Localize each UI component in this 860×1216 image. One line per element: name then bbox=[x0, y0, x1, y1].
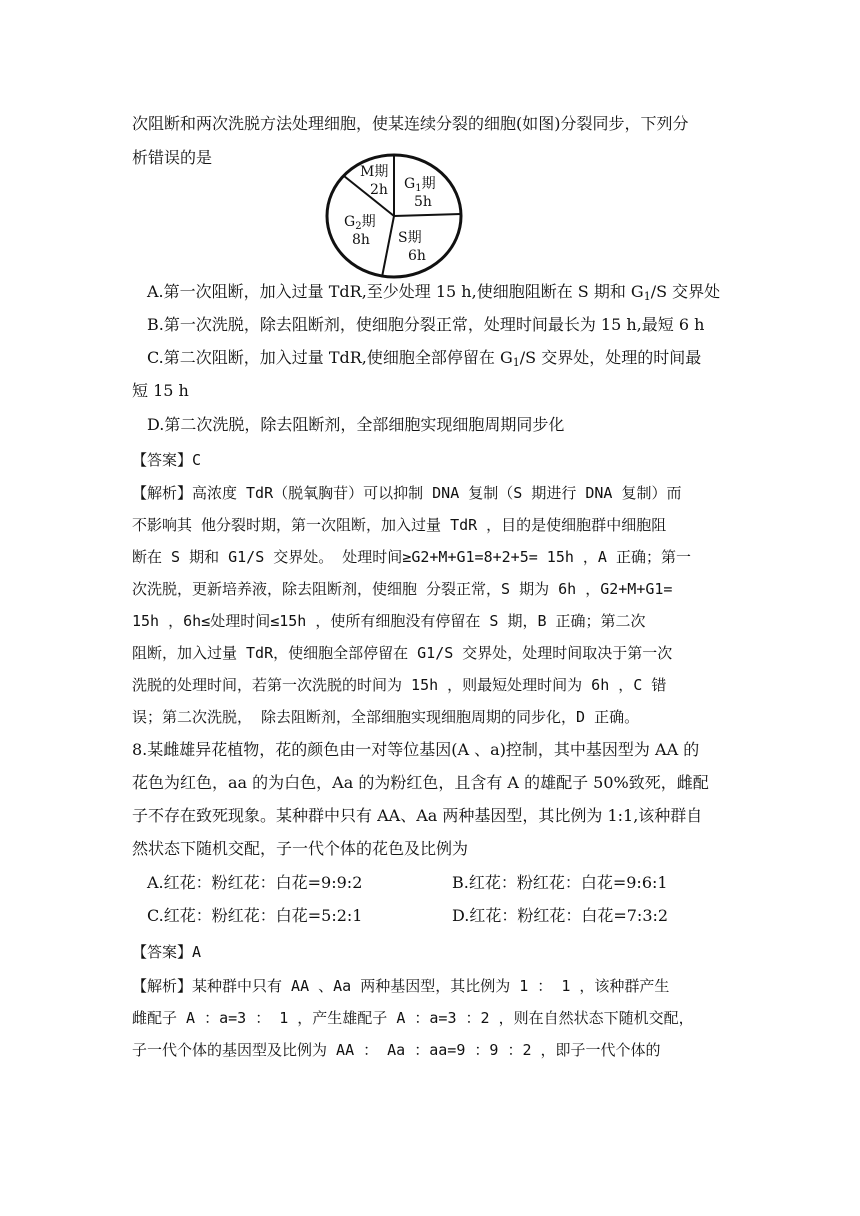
q7-stem-line-1: 次阻断和两次洗脱方法处理细胞，使某连续分裂的细胞(如图)分裂同步，下列分 bbox=[132, 114, 689, 133]
q8-answer: 【答案】A bbox=[132, 943, 202, 961]
cell-cycle-pie-chart bbox=[324, 152, 464, 280]
pie-label-m-time: 2h bbox=[370, 182, 388, 198]
pie-label-s-time: 6h bbox=[408, 248, 426, 264]
pie-label-g2-name: $G_2$期 bbox=[344, 214, 376, 232]
pie-label-g1-time: 5h bbox=[414, 194, 432, 210]
q7-option-c: C.第二次阻断，加入过量 TdR,使细胞全部停留在 $G_1/S$ 交界处，处理的时间最 bbox=[147, 348, 702, 369]
q8-option-b: B.红花：粉红花：白花=9:6:1 bbox=[452, 873, 668, 892]
q7-stem-line-2: 析错误的是 bbox=[132, 148, 213, 167]
q7-answer: 【答案】C bbox=[132, 451, 202, 469]
q7-option-a: A.第一次阻断，加入过量 TdR,至少处理 15 h,使细胞阻断在 S 期和 $G_1/S$ 交界处 bbox=[147, 282, 721, 303]
q7-option-c-line-2: 短 15 h bbox=[132, 381, 189, 400]
q7-analysis-line-4: 次洗脱，更新培养液，除去阻断剂，使细胞 分裂正常，S 期为 6h ，G2+M+G1= bbox=[132, 580, 673, 598]
q7-analysis-line-5: 15h ，6h≤处理时间≤15h ，使所有细胞没有停留在 S 期，B 正确；第二次 bbox=[132, 612, 646, 630]
q7-analysis-line-6: 阻断，加入过量 TdR，使细胞全部停留在 G1/S 交界处，处理时间取决于第一次 bbox=[132, 644, 673, 662]
pie-label-s-name: S期 bbox=[398, 230, 422, 246]
cell-cycle-pie-svg bbox=[324, 152, 464, 280]
pie-label-m-name: M期 bbox=[360, 164, 389, 180]
pie-label-g1-name: $G_1$期 bbox=[404, 176, 436, 194]
q7-analysis-line-3: 断在 S 期和 G1/S 交界处。 处理时间≥G2+M+G1=8+2+5= 15h ，A 正确；第一 bbox=[132, 548, 691, 566]
q8-stem-line-4: 然状态下随机交配，子一代个体的花色及比例为 bbox=[132, 839, 469, 858]
q8-option-c: C.红花：粉红花：白花=5:2:1 bbox=[147, 906, 363, 925]
q8-stem-line-3: 子不存在致死现象。某种群中只有 AA、Aa 两种基因型，其比例为 1:1,该种群自 bbox=[132, 806, 703, 825]
q8-stem-line-1: 8.某雌雄异花植物，花的颜色由一对等位基因(A 、a)控制，其中基因型为 AA 的 bbox=[132, 740, 700, 759]
q8-stem-line-2: 花色为红色，aa 的为白色，Aa 的为粉红色，且含有 A 的雄配子 50%致死，雌配 bbox=[132, 773, 709, 792]
q7-option-b: B.第一次洗脱，除去阻断剂，使细胞分裂正常，处理时间最长为 15 h,最短 6 h bbox=[147, 315, 705, 334]
q8-option-d: D.红花：粉红花：白花=7:3:2 bbox=[452, 906, 669, 925]
q7-option-d: D.第二次洗脱，除去阻断剂，全部细胞实现细胞周期同步化 bbox=[147, 415, 565, 434]
q7-analysis-line-7: 洗脱的处理时间，若第一次洗脱的时间为 15h ，则最短处理时间为 6h ，C 错 bbox=[132, 676, 667, 694]
q7-analysis-line-2: 不影响其 他分裂时期，第一次阻断，加入过量 TdR ，目的是使细胞群中细胞阻 bbox=[132, 516, 667, 534]
q8-analysis-line-2: 雌配子 A ：a=3 ： 1 ，产生雄配子 A ：a=3 ：2 ，则在自然状态下随机交配， bbox=[132, 1009, 694, 1027]
pie-label-g2-time: 8h bbox=[352, 232, 370, 248]
q8-analysis-line-3: 子一代个体的基因型及比例为 AA ： Aa ：aa=9 ：9 ：2 ，即子一代个体的 bbox=[132, 1041, 661, 1059]
q8-option-a: A.红花：粉红花：白花=9:9:2 bbox=[147, 873, 363, 892]
q8-analysis-line-1: 【解析】某种群中只有 AA 、Aa 两种基因型，其比例为 1 ： 1 ，该种群产生 bbox=[132, 977, 670, 995]
q7-analysis-line-8: 误；第二次洗脱， 除去阻断剂，全部细胞实现细胞周期的同步化，D 正确。 bbox=[132, 708, 640, 726]
q7-analysis-line-1: 【解析】高浓度 TdR（脱氧胸苷）可以抑制 DNA 复制（S 期进行 DNA 复制）而 bbox=[132, 484, 682, 502]
